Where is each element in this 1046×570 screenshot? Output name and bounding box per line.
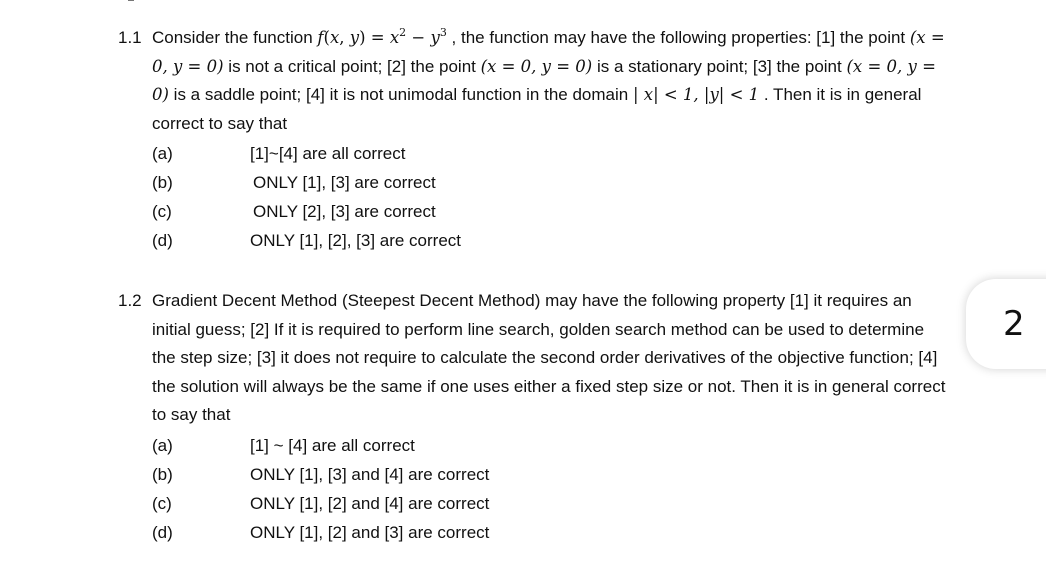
option-letter: (b)	[152, 173, 173, 192]
option-letter: (a)	[152, 144, 173, 163]
question-1-stem-text-5: is a saddle point; [4] it is not unimodal function in the domain	[173, 85, 633, 104]
question-2-option-d	[152, 519, 948, 548]
question-1-domain-math: | x| < 1, |y| < 1	[632, 85, 760, 104]
question-1-option-b	[152, 169, 948, 198]
option-text: ONLY [1], [3] and [4] are correct	[250, 464, 490, 484]
option-letter: (d)	[152, 231, 173, 250]
option-letter: (a)	[152, 435, 173, 455]
option-text: [1]~[4] are all correct	[250, 144, 406, 163]
question-2-option-a	[152, 432, 948, 461]
question-1-stem-text-2: , the function may have the following properties: [1] the point	[451, 28, 910, 47]
question-1-point-2-math: (x = 0, y = 0)	[480, 56, 593, 76]
question-1-number: 1.1	[118, 28, 142, 47]
question-1-stem	[118, 24, 948, 138]
option-letter: (c)	[152, 493, 172, 513]
question-1-function-math: f(x, $y) = x^2 - y^3$	[317, 25, 447, 47]
question-1-options	[118, 140, 948, 256]
option-text: ONLY [1], [2] and [3] are correct	[250, 522, 490, 542]
option-text: ONLY [1], [3] are correct	[253, 173, 436, 192]
question-1-stem-text-4: is a stationary point; [3] the point	[596, 56, 847, 76]
option-letter: (b)	[152, 464, 173, 484]
question-1	[118, 24, 948, 256]
question-1-option-c	[152, 198, 948, 227]
question-2-number: 1.2	[118, 291, 142, 310]
top-edge-mark	[128, 0, 134, 1]
question-1-stem-text-3: is not a critical point; [2] the point	[228, 56, 481, 76]
question-2	[118, 287, 948, 548]
question-2-option-b	[152, 461, 948, 490]
question-1-stem-text-1: Consider the function	[152, 28, 313, 47]
question-2-options	[118, 432, 948, 548]
option-text: ONLY [2], [3] are correct	[253, 202, 436, 221]
question-1-option-d	[152, 227, 948, 256]
question-1-point-1-math: (x = 0, y = 0)	[152, 28, 945, 76]
question-2-option-c	[152, 490, 948, 519]
question-1-stem-text-6: . Then it is in general correct to say that	[152, 85, 922, 133]
option-text: ONLY [1], [2], [3] are correct	[250, 231, 462, 250]
option-letter: (d)	[152, 522, 173, 542]
question-1-option-a	[152, 140, 948, 169]
question-2-stem-text: Gradient Decent Method (Steepest Decent Method) may have the following property [1] it requires an initial guess; [2] If it is required to perform line search, golden search method can be used to determine the step size; [3] it does not require to calculate the second order derivatives of the objective function; [4] the solution will always be the same if one uses either a fixed step size or not. Then it is in general correct to say that	[152, 291, 946, 424]
option-text: [1] ~ [4] are all correct	[250, 435, 415, 455]
page-number-label: 2	[1003, 304, 1025, 344]
option-text: ONLY [1], [2] and [4] are correct	[250, 493, 490, 513]
function-math-lhs: f	[317, 28, 324, 47]
question-1-point-3-math: (x = 0, y = 0)	[152, 56, 936, 104]
question-2-stem	[118, 287, 948, 430]
option-letter: (c)	[152, 202, 172, 221]
